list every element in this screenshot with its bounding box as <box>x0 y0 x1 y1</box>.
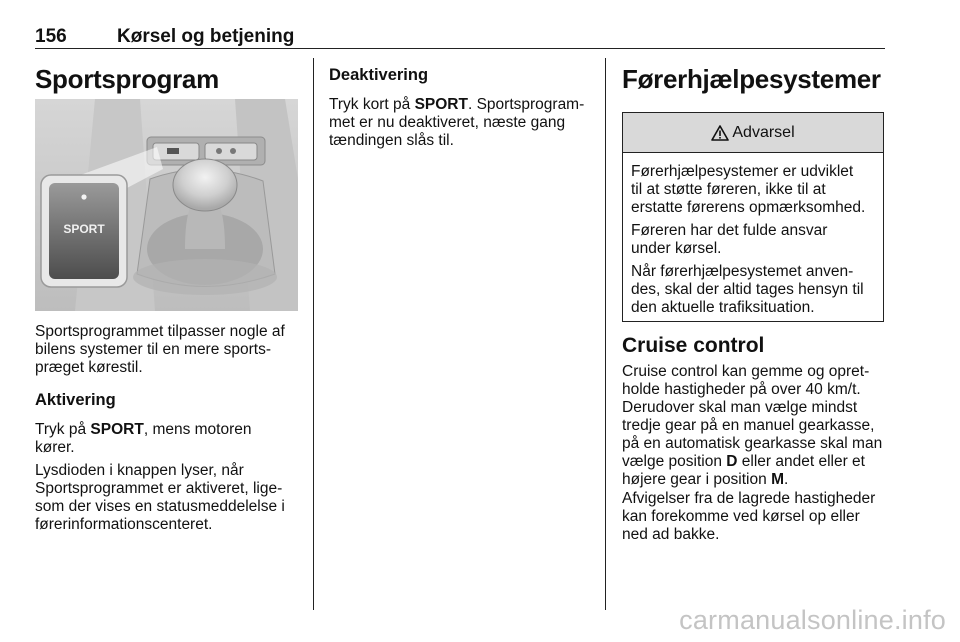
sportsprogram-title: Sportsprogram <box>35 64 219 94</box>
cruise-control-paragraph-2: Afvigelser fra de lagrede hastigheder kan forekomme ved kørsel op eller ned ad bakke. <box>622 490 876 543</box>
deactivation-heading: Deaktivering <box>329 66 429 84</box>
warning-label: Advarsel <box>732 123 795 141</box>
deactivation-paragraph: Tryk kort på SPORT. Sportsprogram- met er nu deaktiveret, næste gang tændingen slås til. <box>329 96 585 149</box>
activation-paragraph-2: Lysdioden i knappen lyser, når Sportsprogrammet er aktiveret, lige- som der vises en statusmeddelelse i førerinformationscenteret. <box>35 462 285 533</box>
warning-paragraph-1: Førerhjælpesystemer er udviklet til at støtte føreren, ikke til at erstatte førerens opmærksomhed. <box>631 163 866 216</box>
driver-assistance-title: Førerhjælpesystemer <box>622 64 881 94</box>
sport-button-label: SPORT <box>63 222 105 236</box>
column-divider-right <box>605 58 606 610</box>
warning-triangle-icon <box>711 125 729 141</box>
page-header <box>35 26 885 49</box>
warning-header <box>623 113 883 153</box>
sport-button-illustration <box>35 99 298 311</box>
warning-paragraph-2: Føreren har det fulde ansvar under kørsel. <box>631 222 828 257</box>
warning-box <box>622 112 884 322</box>
cruise-control-paragraph-1: Cruise control kan gemme og opret- holde hastigheder på over 40 km/t. Derudover skal man vælge mindst tredje gear på en manuel gearkasse, på en automatisk gearkasse skal man vælge position D eller andet eller et højere gear i position M. <box>622 363 883 488</box>
page-number: 156 <box>35 26 67 47</box>
activation-paragraph-1: Tryk på SPORT, mens motoren kører. <box>35 421 252 456</box>
sportsprogram-intro: Sportsprogrammet tilpasser nogle af bilens systemer til en mere sports- præget kørestil. <box>35 323 285 376</box>
watermark: carmanualsonline.info <box>679 605 946 635</box>
cruise-control-heading: Cruise control <box>622 334 765 357</box>
column-divider-left <box>313 58 314 610</box>
warning-paragraph-3: Når førerhjælpesystemet anven- des, skal der altid tages hensyn til den aktuelle trafiksituation. <box>631 263 864 316</box>
section-title: Kørsel og betjening <box>117 26 295 47</box>
activation-heading: Aktivering <box>35 391 116 409</box>
